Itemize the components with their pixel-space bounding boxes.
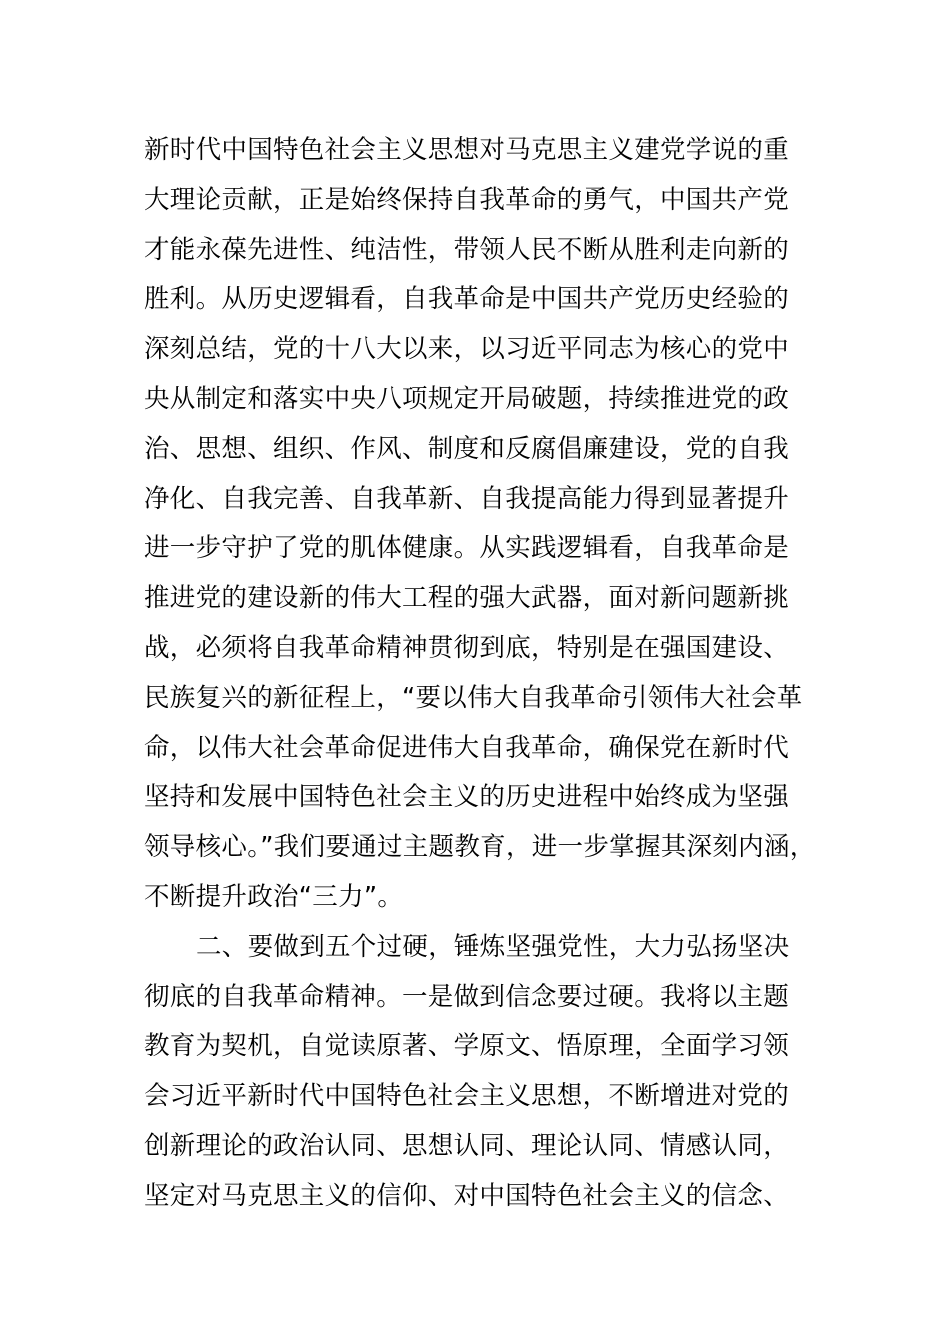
text-line: 大理论贡献，正是始终保持自我革命的勇气，中国共产党 <box>144 184 790 215</box>
text-line: 领导核心。”我们要通过主题教育，进一步掌握其深刻内涵， <box>144 832 816 863</box>
text-line: 教育为契机，自觉读原著、学原文、悟原理，全面学习领 <box>144 1031 790 1062</box>
text-line: 战，必须将自我革命精神贯彻到底，特别是在强国建设、 <box>144 632 790 663</box>
paragraph-start-line: 二、要做到五个过硬，锤炼坚强党性，大力弘扬坚决 <box>196 931 790 962</box>
text-line: 才能永葆先进性、纯洁性，带领人民不断从胜利走向新的 <box>144 234 790 265</box>
text-line: 彻底的自我革命精神。一是做到信念要过硬。我将以主题 <box>144 981 790 1012</box>
text-line: 央从制定和落实中央八项规定开局破题，持续推进党的政 <box>144 383 790 414</box>
body-text <box>144 126 844 1222</box>
text-line: 不断提升政治“三力”。 <box>144 881 404 912</box>
text-line: 深刻总结，党的十八大以来，以习近平同志为核心的党中 <box>144 334 790 365</box>
text-line: 治、思想、组织、作风、制度和反腐倡廉建设，党的自我 <box>144 433 790 464</box>
text-line: 净化、自我完善、自我革新、自我提高能力得到显著提升 <box>144 483 790 514</box>
text-line: 坚定对马克思主义的信仰、对中国特色社会主义的信念、 <box>144 1180 790 1211</box>
text-line: 创新理论的政治认同、思想认同、理论认同、情感认同， <box>144 1130 790 1161</box>
text-line: 进一步守护了党的肌体健康。从实践逻辑看，自我革命是 <box>144 533 790 564</box>
text-line: 推进党的建设新的伟大工程的强大武器，面对新问题新挑 <box>144 583 790 614</box>
text-line: 胜利。从历史逻辑看，自我革命是中国共产党历史经验的 <box>144 284 790 315</box>
text-line: 会习近平新时代中国特色社会主义思想，不断增进对党的 <box>144 1081 790 1112</box>
text-line: 坚持和发展中国特色社会主义的历史进程中始终成为坚强 <box>144 782 790 813</box>
text-line: 民族复兴的新征程上，“要以伟大自我革命引领伟大社会革 <box>144 682 803 713</box>
text-line: 新时代中国特色社会主义思想对马克思主义建党学说的重 <box>144 135 790 165</box>
text-line: 命，以伟大社会革命促进伟大自我革命，确保党在新时代 <box>144 732 790 763</box>
